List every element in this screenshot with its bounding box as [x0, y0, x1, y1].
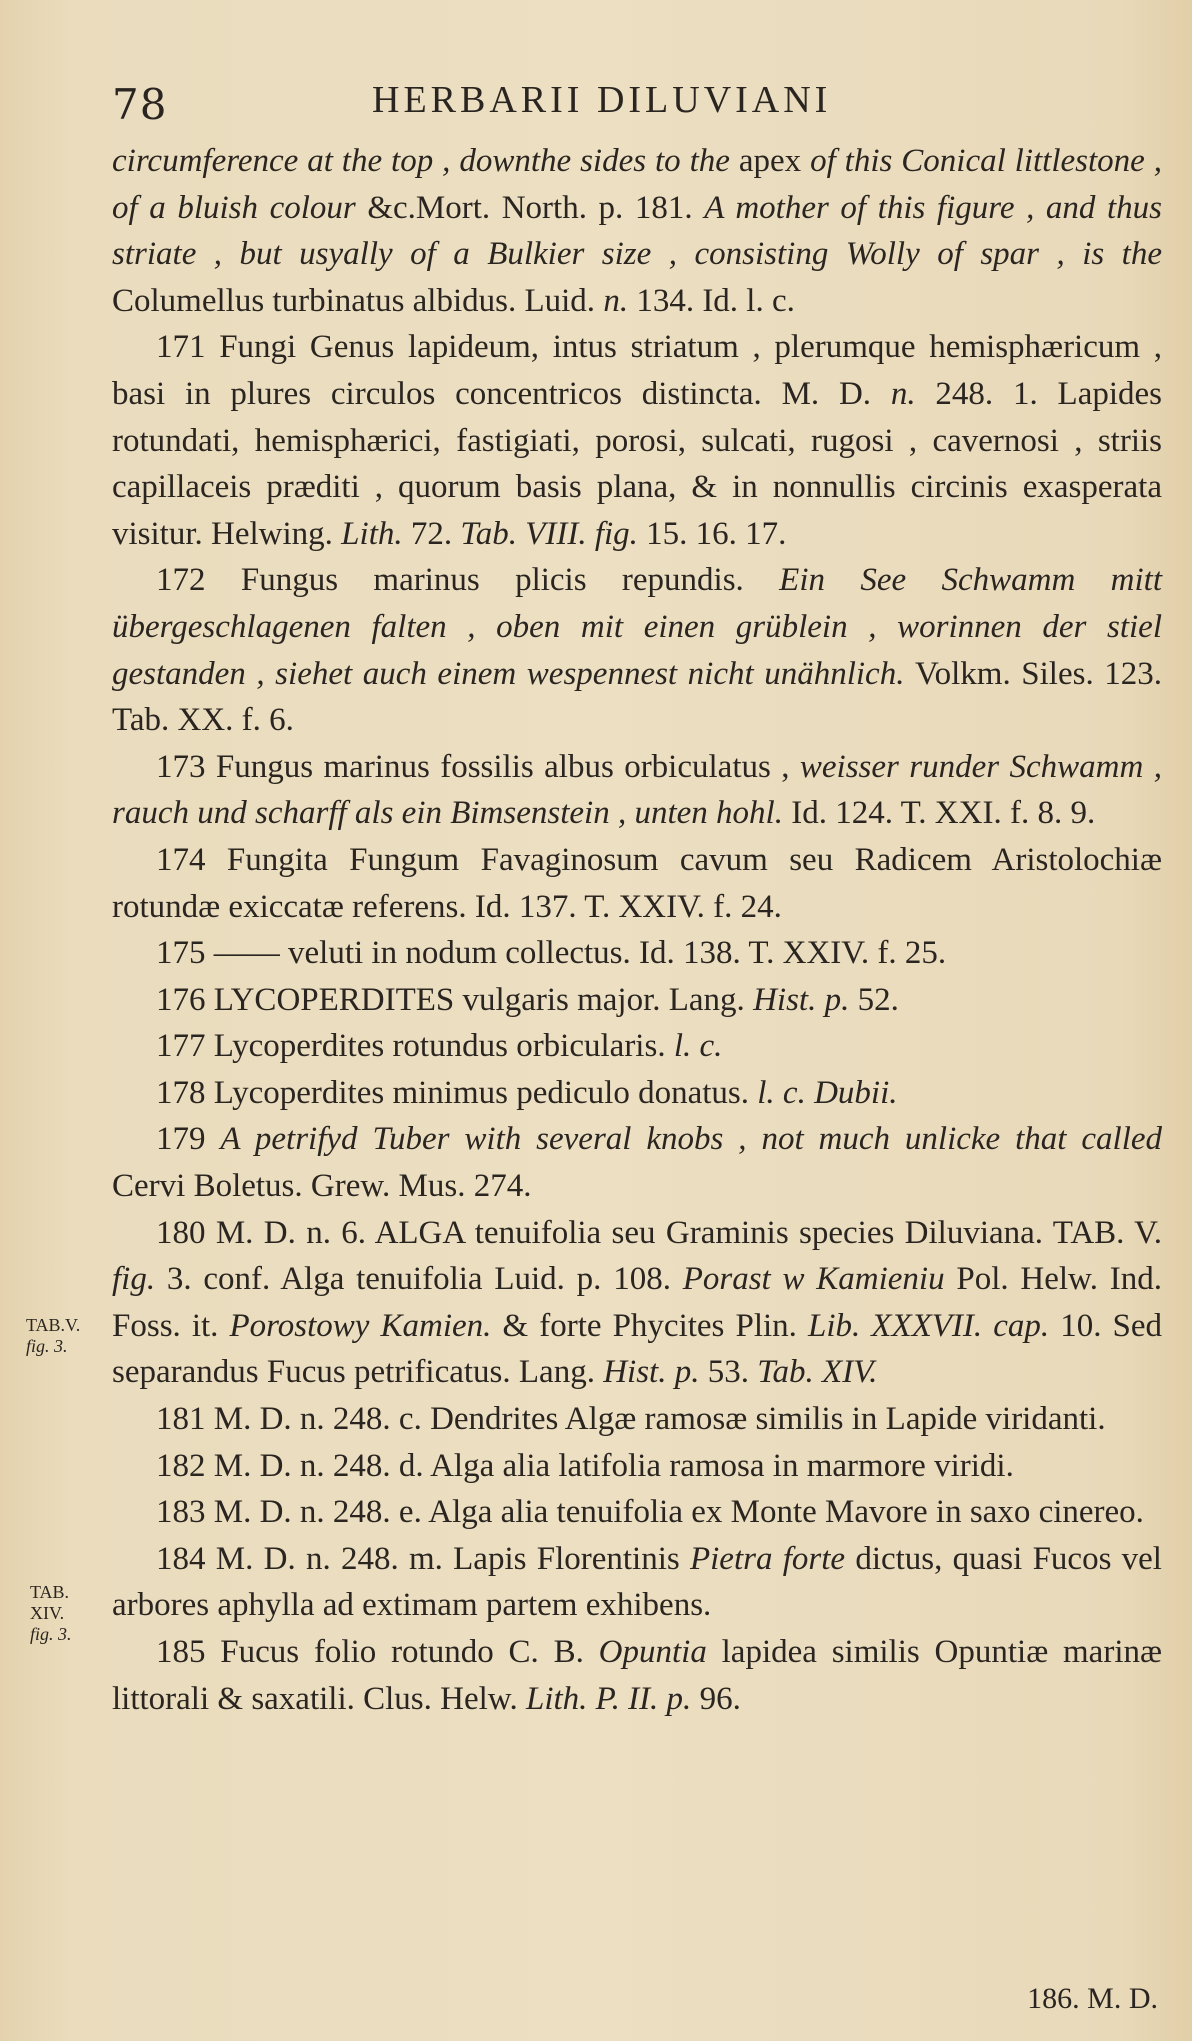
italic-text: Tab. VIII. fig. — [460, 515, 647, 552]
roman-text: Cervi Boletus. Grew. Mus. 274. — [112, 1168, 532, 1205]
roman-text: 182 M. D. n. 248. d. Alga alia latifolia ramosa in marmore viridi. — [156, 1447, 1014, 1484]
text-paragraph — [112, 1489, 1162, 1536]
roman-text: 96. — [699, 1680, 741, 1717]
roman-text: lapidea similis Opuntiæ marinæ littorali & saxatili. Clus. Helw. — [112, 1634, 1162, 1717]
roman-text: & forte Phycites Plin. — [502, 1307, 808, 1344]
italic-text: Ein See Schwamm mitt übergeschlagenen falten , oben mit einen grüblein , worinnen der stiel gestanden , siehet auch einem wespennest nicht unähnlich. — [112, 562, 1163, 692]
roman-text: apex — [738, 143, 811, 179]
italic-text: A mother of this figure , and thus striate , but usyally of a Bulkier size , consisting Wolly of spar , is the — [112, 189, 1163, 273]
running-title: HERBARII DILUVIANI — [372, 79, 832, 121]
roman-text: 72. — [410, 515, 461, 552]
roman-text: 175 —— veluti in nodum collectus. Id. 138. T. XXIV. f. 25. — [156, 935, 947, 972]
text-paragraph — [112, 1443, 1162, 1490]
italic-text: Opuntia — [598, 1634, 722, 1670]
italic-text: n. — [890, 375, 936, 412]
roman-text: 183 M. D. n. 248. e. Alga alia tenuifolia ex Monte Mavore in saxo cinereo. — [156, 1494, 1144, 1531]
roman-text: 180 M. D. n. 6. ALGA tenuifolia seu Graminis species Diluviana. TAB. V. — [156, 1214, 1162, 1251]
roman-text: 248. 1. Lapides rotundati, hemisphærici, fastigiati, porosi, sulcati, rugosi , cavernosi , striis capillaceis præditi , quorum basis plana, & in nonnullis circinis exasperata visitur. Helwing. — [112, 375, 1162, 552]
roman-text: 178 Lycoperdites minimus pediculo donatus. — [156, 1074, 758, 1111]
roman-text: &c.Mort. North. p. 181. — [367, 189, 705, 226]
roman-text: 134. Id. l. c. — [636, 282, 795, 319]
text-paragraph — [112, 1536, 1162, 1629]
italic-text: Lith. P. II. p. — [525, 1680, 700, 1717]
roman-text: Columellus turbinatus albidus. Luid. — [112, 282, 604, 319]
roman-text: 177 Lycoperdites rotundus orbicularis. — [156, 1028, 674, 1065]
text-paragraph — [112, 930, 1162, 977]
page-number: 78 — [112, 80, 168, 129]
italic-text: n. — [603, 282, 637, 319]
text-paragraph — [112, 977, 1162, 1024]
text-paragraph — [112, 744, 1162, 837]
text-paragraph — [112, 837, 1162, 930]
italic-text: Lith. — [341, 515, 411, 552]
italic-text: Hist. p. — [753, 981, 858, 1018]
roman-text: 15. 16. 17. — [646, 515, 787, 552]
italic-text: Tab. XIV. — [757, 1354, 878, 1391]
text-paragraph — [112, 1396, 1162, 1443]
roman-text: 172 Fungus marinus plicis repundis. — [156, 562, 780, 599]
italic-text: l. c. — [673, 1028, 723, 1065]
roman-text: Volkm. Siles. 123. Tab. XX. f. 6. — [112, 655, 1163, 739]
italic-text: Porostowy Kamien. — [229, 1307, 503, 1344]
text-paragraph — [112, 324, 1162, 557]
text-paragraph — [112, 1116, 1162, 1209]
margin-note-tab-xiv — [30, 1582, 72, 1645]
roman-text: 185 Fucus folio rotundo C. B. — [156, 1634, 599, 1670]
italic-text: Lib. XXXVII. cap. — [807, 1307, 1061, 1344]
main-text — [112, 138, 1162, 1722]
roman-text: 181 M. D. n. 248. c. Dendrites Algæ ramosæ similis in Lapide viridanti. — [156, 1401, 1106, 1438]
roman-text: Pol. Helw. Ind. Foss. it. — [112, 1261, 1163, 1344]
text-paragraph — [112, 1023, 1162, 1070]
catchword: 186. M. D. — [1027, 1982, 1158, 2015]
roman-text: 53. — [707, 1354, 758, 1391]
italic-text: l. c. Dubii. — [757, 1074, 898, 1111]
italic-text: weisser runder Schwamm , rauch und scharff als ein Bimsenstein , unten hohl. — [112, 748, 1162, 832]
margin-note-line: TAB. — [30, 1582, 70, 1602]
margin-note-tab-v — [26, 1315, 80, 1357]
roman-text: 174 Fungita Fungum Favaginosum cavum seu Radicem Aristolochiæ rotundæ exiccatæ referens. Id. 137. T. XXIV. f. 24. — [112, 841, 1162, 925]
italic-text: Pietra forte — [689, 1540, 856, 1577]
text-paragraph — [112, 138, 1162, 324]
roman-text: 176 LYCOPERDITES vulgaris major. Lang. — [156, 981, 754, 1018]
italic-text: Porast w Kamieniu — [682, 1261, 957, 1298]
margin-note-line: XIV. — [30, 1603, 65, 1623]
italic-text: A petrifyd Tuber with several knobs , not much unlicke that called — [220, 1121, 1163, 1158]
margin-note-line: fig. 3. — [26, 1336, 68, 1356]
roman-text: 10. Sed separandus Fucus petrificatus. Lang. — [112, 1307, 1162, 1391]
roman-text: 3. conf. Alga tenuifolia Luid. p. 108. — [166, 1261, 683, 1298]
text-paragraph — [112, 1629, 1162, 1722]
italic-text: circumference at the top , downthe sides to the — [112, 143, 739, 179]
roman-text: 173 Fungus marinus fossilis albus orbiculatus , — [156, 748, 800, 785]
italic-text: Hist. p. — [603, 1354, 708, 1391]
margin-note-line: TAB.V. — [26, 1315, 81, 1335]
roman-text: 184 M. D. n. 248. m. Lapis Florentinis — [156, 1540, 690, 1577]
text-paragraph — [112, 1070, 1162, 1117]
roman-text: dictus, quasi Fucos vel arbores aphylla ad extimam partem exhibens. — [112, 1540, 1162, 1624]
margin-note-line: fig. 3. — [30, 1624, 72, 1644]
italic-text: fig. — [112, 1261, 167, 1298]
roman-text: 52. — [857, 981, 899, 1018]
page-header — [112, 70, 1072, 130]
text-paragraph — [112, 1210, 1162, 1396]
roman-text: Id. 124. T. XXI. f. 8. 9. — [791, 795, 1096, 832]
roman-text: 179 — [156, 1121, 221, 1158]
italic-text: of this Conical littlestone , of a bluish colour — [112, 143, 1163, 226]
text-paragraph — [112, 557, 1162, 743]
roman-text: 171 Fungi Genus lapideum, intus striatum , plerumque hemisphæricum , basi in plures circulos concentricos distincta. M. D. — [112, 329, 1162, 412]
